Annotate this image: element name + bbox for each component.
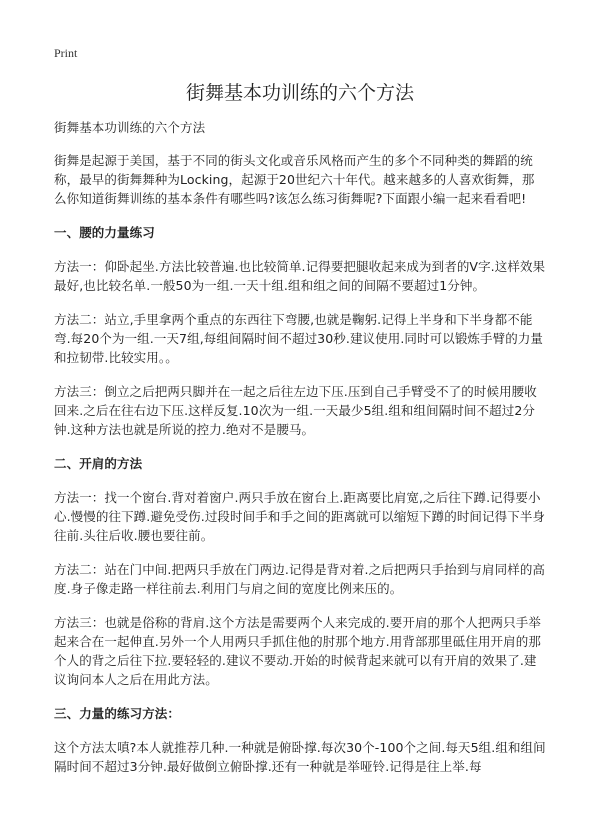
section-heading-waist: 一、腰的力量练习 [54,225,155,240]
section-heading-shoulder: 二、开肩的方法 [54,456,143,471]
section-heading-strength: 三、力量的练习方法： [54,706,181,721]
page-title: 街舞基本功训练的六个方法 [185,82,414,104]
paragraph: 方法二：站在门中间.把两只手放在门两边.记得是背对着.之后把两只手抬到与肩同样的高度.身子像走路一样往前去.利用门与肩之间的宽度比例来压的。 [54,562,546,596]
paragraph: 这个方法太嗔?本人就推荐几种.一种就是俯卧撑.每次30个-100个之间.每天5组.组和组间隔时间不超过3分钟.最好做倒立俯卧撑.还有一种就是举哑铃.记得是往上举.每 [54,740,546,774]
print-link[interactable]: Print [54,46,78,60]
paragraph: 方法二：站立,手里拿两个重点的东西往下弯腰,也就是鞠躬.记得上半身和下半身都不能弯.每20个为一组.一天7组,每组间隔时间不超过30秒.建议使用.同时可以锻炼手臂的力量和拉韧带.比较实用。。 [54,312,544,365]
paragraph: 方法三：倒立之后把两只脚并在一起之后往左边下压.压到自己手臂受不了的时候用腰收回来.之后在往右边下压.这样反复.10次为一组.一天最少5组.组和组间隔时间不超过2分钟.这种方法也就是所说的控力.绝对不是腰马。 [54,384,537,437]
intro-paragraph: 街舞是起源于美国，基于不同的街头文化或音乐风格而产生的多个不同种类的舞蹈的统称，最早的街舞舞种为Locking，起源于20世纪六十年代。越来越多的人喜欢街舞，那么你知道街舞训练的基本条件有哪些吗?该怎么练习街舞呢?下面跟小编一起来看看吧! [54,153,535,206]
article-body [54,118,546,791]
article-subtitle: 街舞基本功训练的六个方法 [54,120,206,135]
paragraph: 方法一：仰卧起坐.方法比较普遍.也比较简单.记得要把腿收起来成为到者的V字.这样效果最好,也比较名单.一般50为一组.一天十组.组和组之间的间隔不要超过1分钟。 [54,259,546,293]
paragraph: 方法一：找一个窗台.背对着窗户.两只手放在窗台上.距离要比肩宽,之后往下蹲.记得要小心.慢慢的往下蹲.避免受伤.过段时间手和手之间的距离就可以缩短下蹲的时间记得下半身往前.头往后收.腰也要往前。 [54,490,546,543]
paragraph: 方法三：也就是俗称的背肩.这个方法是需要两个人来完成的.要开肩的那个人把两只手举起来合在一起伸直.另外一个人用两只手抓住他的肘那个地方.用背部那里砥住用开肩的那个人的背之后往下拉.要轻轻的.建议不要动.开始的时候背起来就可以有开肩的效果了.建议询问本人之后在用此方法。 [54,615,541,687]
